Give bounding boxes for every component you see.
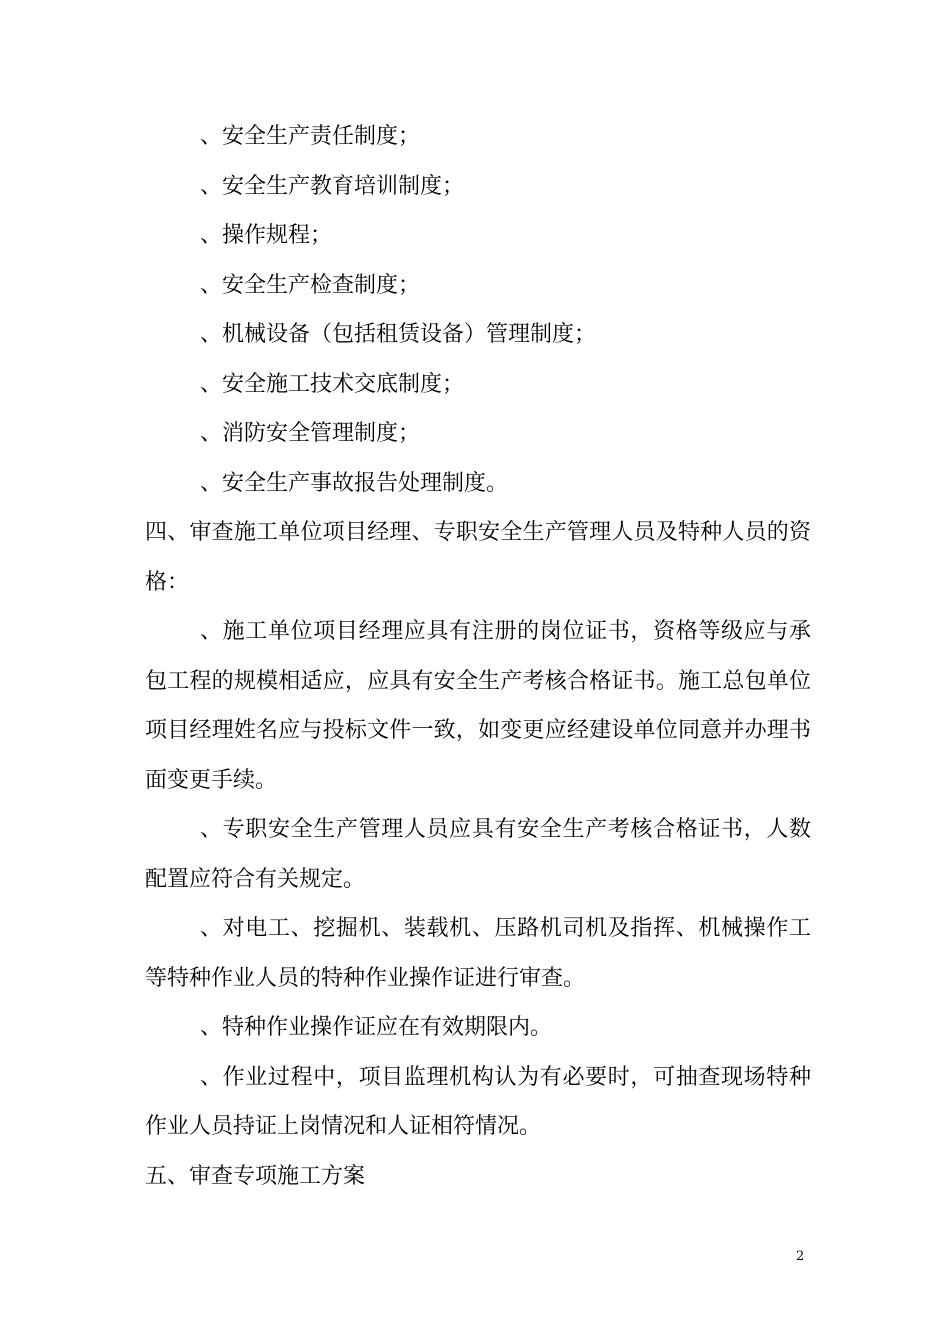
paragraph: 、施工单位项目经理应具有注册的岗位证书，资格等级应与承包工程的规模相适应，应具有安全生产考核合格证书。施工总包单位项目经理姓名应与投标文件一致，如变更应经建设单位同意并办理书面变更手续。 (145, 619, 811, 793)
section-five-heading: 五、审查专项施工方案 (145, 1163, 366, 1189)
paragraph: 、作业过程中，项目监理机构认为有必要时，可抽查现场特种作业人员持证上岗情况和人证相符情况。 (145, 1064, 811, 1139)
paragraph: 、特种作业操作证应在有效期限内。 (200, 1015, 553, 1040)
list-item: 、操作规程； (200, 223, 333, 248)
list-item: 、消防安全管理制度； (200, 421, 421, 446)
list-item: 、安全生产检查制度； (200, 272, 421, 298)
paragraph: 、对电工、挖掘机、装载机、压路机司机及指挥、机械操作工等特种作业人员的特种作业操作证进行审查。 (145, 916, 811, 991)
list-item: 、安全生产责任制度； (200, 124, 421, 149)
section-four-heading: 四、审查施工单位项目经理、专职安全生产管理人员及特种人员的资格： (145, 520, 811, 595)
list-item: 、安全生产事故报告处理制度。 (200, 470, 509, 496)
list-item: 、机械设备（包括租赁设备）管理制度； (200, 322, 597, 347)
list-item: 、安全生产教育培训制度； (200, 173, 465, 199)
page-number: 2 (796, 1249, 805, 1264)
document-body (145, 112, 811, 1201)
paragraph: 、专职安全生产管理人员应具有安全生产考核合格证书，人数配置应符合有关规定。 (145, 817, 811, 892)
list-item: 、安全施工技术交底制度； (200, 371, 465, 397)
